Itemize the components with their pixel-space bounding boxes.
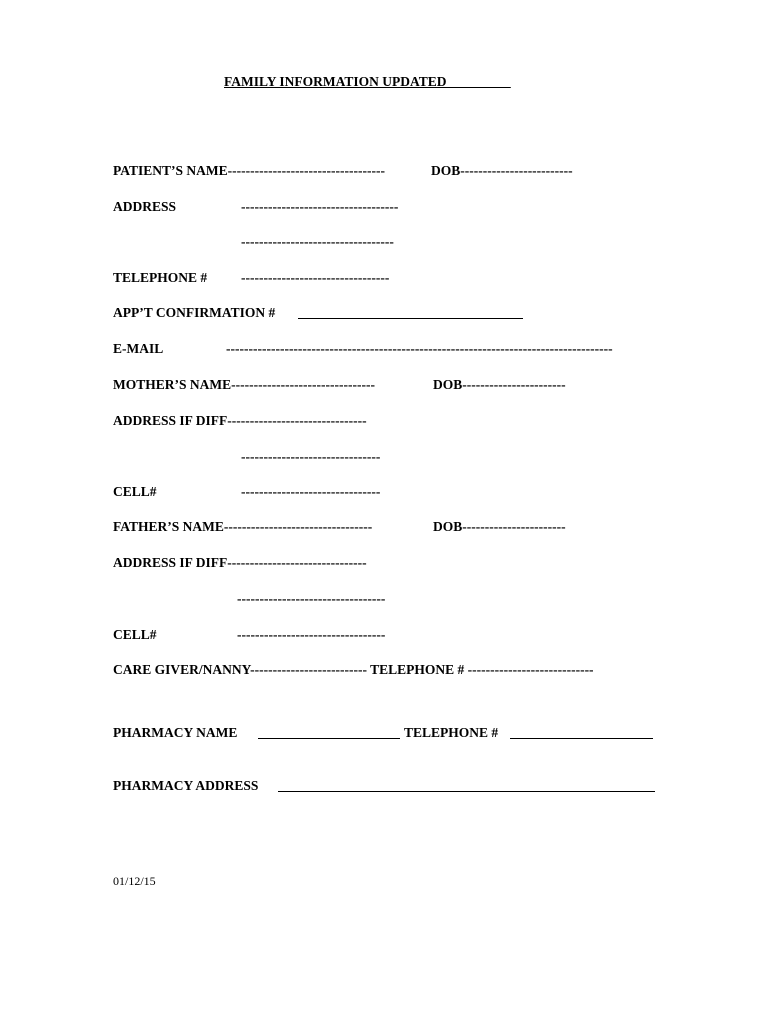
pharmacy-telephone-label: TELEPHONE # (404, 725, 499, 740)
address-label: ADDRESS (113, 199, 177, 214)
appt-confirmation-line (298, 318, 523, 319)
telephone-label: TELEPHONE # (113, 270, 208, 285)
mother-name-label: MOTHER’S NAME-------------------------------- (113, 377, 375, 392)
email-label: E-MAIL (113, 341, 164, 356)
pharmacy-name-label: PHARMACY NAME (113, 725, 238, 740)
father-cell-line: --------------------------------- (237, 627, 386, 642)
caregiver-row: CARE GIVER/NANNY-------------------------- TELEPHONE # ---------------------------- (113, 662, 594, 677)
mother-address-line-2: ------------------------------- (241, 449, 381, 464)
pharmacy-address-label: PHARMACY ADDRESS (113, 778, 259, 793)
mother-cell-line: ------------------------------- (241, 484, 381, 499)
mother-dob-label: DOB----------------------- (433, 377, 566, 392)
address-line-2: ---------------------------------- (241, 234, 394, 249)
father-name-label: FATHER’S NAME--------------------------------- (113, 519, 373, 534)
email-line: -------------------------------------------------------------------------------------- (226, 341, 613, 356)
pharmacy-telephone-line (510, 738, 653, 739)
revision-date: 01/12/15 (113, 874, 156, 888)
father-address-line-2: --------------------------------- (237, 591, 386, 606)
patient-name-label: PATIENT’S NAME----------------------------------- (113, 163, 385, 178)
form-title: FAMILY INFORMATION UPDATED __ _____ _ (224, 74, 511, 89)
father-address-label: ADDRESS IF DIFF------------------------------- (113, 555, 367, 570)
appt-confirmation-label: APP’T CONFIRMATION # (113, 305, 276, 320)
telephone-line: --------------------------------- (241, 270, 390, 285)
patient-dob-label: DOB------------------------- (431, 163, 573, 178)
address-line-1: ----------------------------------- (241, 199, 399, 214)
mother-cell-label: CELL# (113, 484, 157, 499)
pharmacy-address-line (278, 791, 655, 792)
mother-address-label: ADDRESS IF DIFF------------------------------- (113, 413, 367, 428)
father-cell-label: CELL# (113, 627, 157, 642)
pharmacy-name-line (258, 738, 400, 739)
father-dob-label: DOB----------------------- (433, 519, 566, 534)
